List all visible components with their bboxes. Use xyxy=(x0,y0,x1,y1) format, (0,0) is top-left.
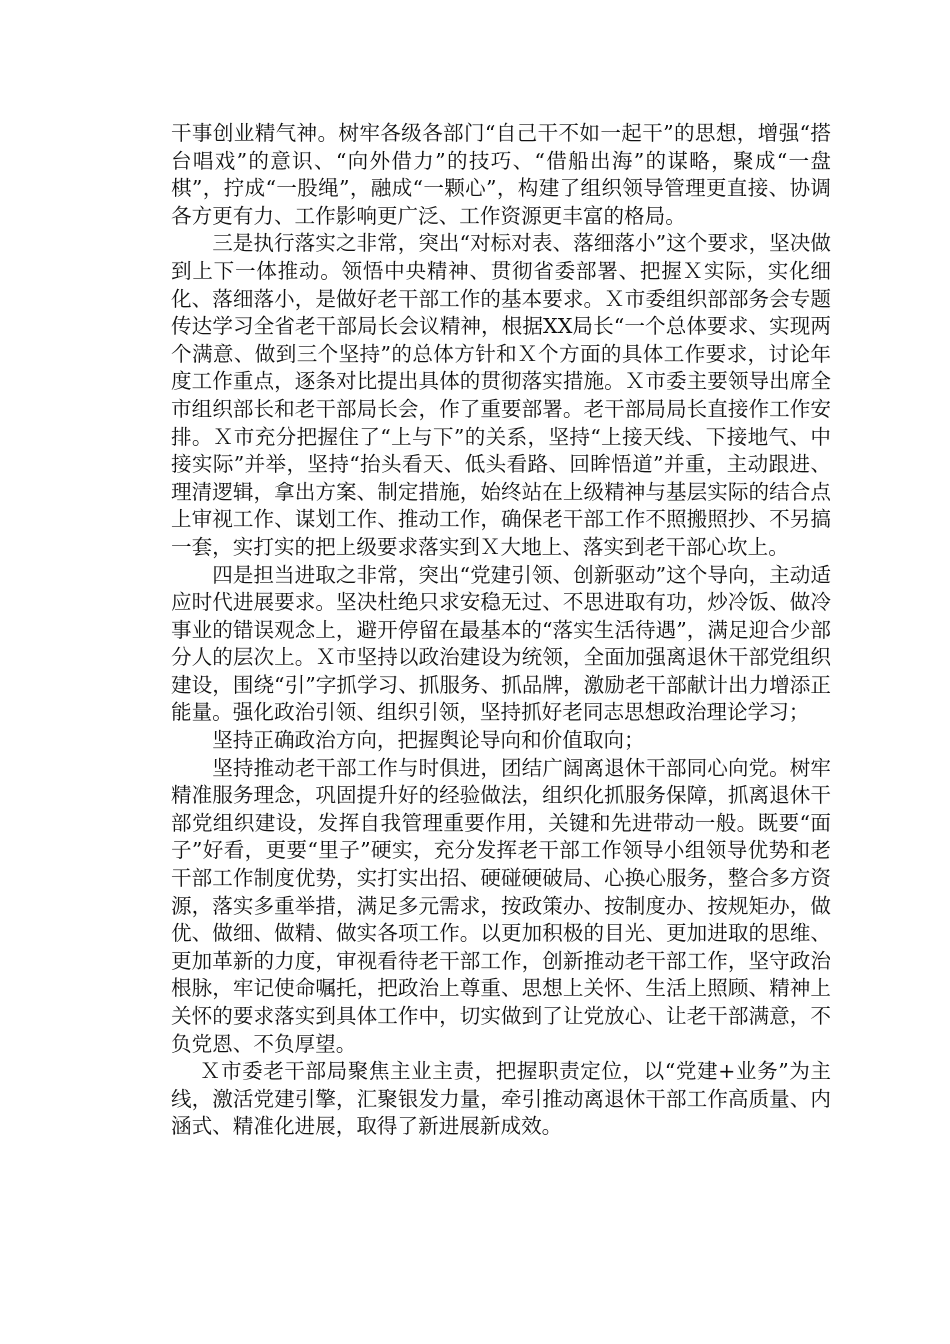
paragraph-6: Ｘ市委老干部局聚焦主业主责，把握职责定位，以“党建+业务”为主线，激活党建引擎，汇聚银发力量，牵引推动离退休干部工作高质量、内涵式、精准化进展，取得了新进展新成效。 xyxy=(171,1059,831,1139)
paragraph-4: 坚持正确政治方向，把握舆论导向和价值取向； xyxy=(212,728,645,753)
paragraph-5: 坚持推动老干部工作与时俱进，团结广阔离退休干部同心向党。树牢精准服务理念，巩固提升好的经验做法，组织化抓服务保障，抓离退休干部党组织建设，发挥自我管理重要作用，关键和先进带动一般。既要“面子”好看，更要“里子”硬实，充分发挥老干部工作领导小组领导优势和老干部工作制度优势，实打实出招、硬碰硬破局、心换心服务，整合多方资源，落实多重举措，满足多元需求，按政策办、按制度办、按规矩办，做优、做细、做精、做实各项工作。以更加积极的目光、更加进取的思维、更加革新的力度，审视看待老干部工作，创新推动老干部工作，坚守政治根脉，牢记使命嘱托，把政治上尊重、思想上关怀、生活上照顾、精神上关怀的要求落实到具体工作中，切实做到了让党放心、让老干部满意，不负党恩、不负厚望。 xyxy=(171,755,831,1056)
paragraph-1: 干事创业精气神。树牢各级各部门“自己干不如一起干”的思想，增强“搭台唱戏”的意识、“向外借力”的技巧、“借船出海”的谋略，聚成“一盘棋”，拧成“一股绳”，融成“一颗心”，构建了组织领导管理更直接、协调各方更有力、工作影响更广泛、工作资源更丰富的格局。 xyxy=(171,121,831,228)
document-body xyxy=(171,120,831,1141)
paragraph-2: 三是执行落实之非常，突出“对标对表、落细落小”这个要求，坚决做到上下一体推动。领悟中央精神、贯彻省委部署、把握Ｘ实际，实化细化、落细落小，是做好老干部工作的基本要求。Ｘ市委组织部部务会专题传达学习全省老干部局长会议精神，根据XX局长“一个总体要求、实现两个满意、做到三个坚持”的总体方针和Ｘ个方面的具体工作要求，讨论年度工作重点，逐条对比提出具体的贯彻落实措施。Ｘ市委主要领导出席全市组织部长和老干部局长会，作了重要部署。老干部局局长直接作工作安排。Ｘ市充分把握住了“上与下”的关系，坚持“上接天线、下接地气、中接实际”并举，坚持“抬头看天、低头看路、回眸悟道”并重，主动跟进、理清逻辑，拿出方案、制定措施，始终站在上级精神与基层实际的结合点上审视工作、谋划工作、推动工作，确保老干部工作不照搬照抄、不另搞一套，实打实的把上级要求落实到Ｘ大地上、落实到老干部心坎上。 xyxy=(171,231,831,559)
paragraph-3: 四是担当进取之非常，突出“党建引领、创新驱动”这个导向，主动适应时代进展要求。坚决杜绝只求安稳无过、不思进取有功，炒冷饭、做冷事业的错误观念上，避开停留在最基本的“落实生活待遇”，满足迎合少部分人的层次上。Ｘ市坚持以政治建设为统领，全面加强离退休干部党组织建设，围绕“引”字抓学习、抓服务、抓品牌，激励老干部献计出力增添正能量。强化政治引领、组织引领，坚持抓好老同志思想政治理论学习； xyxy=(171,562,831,725)
